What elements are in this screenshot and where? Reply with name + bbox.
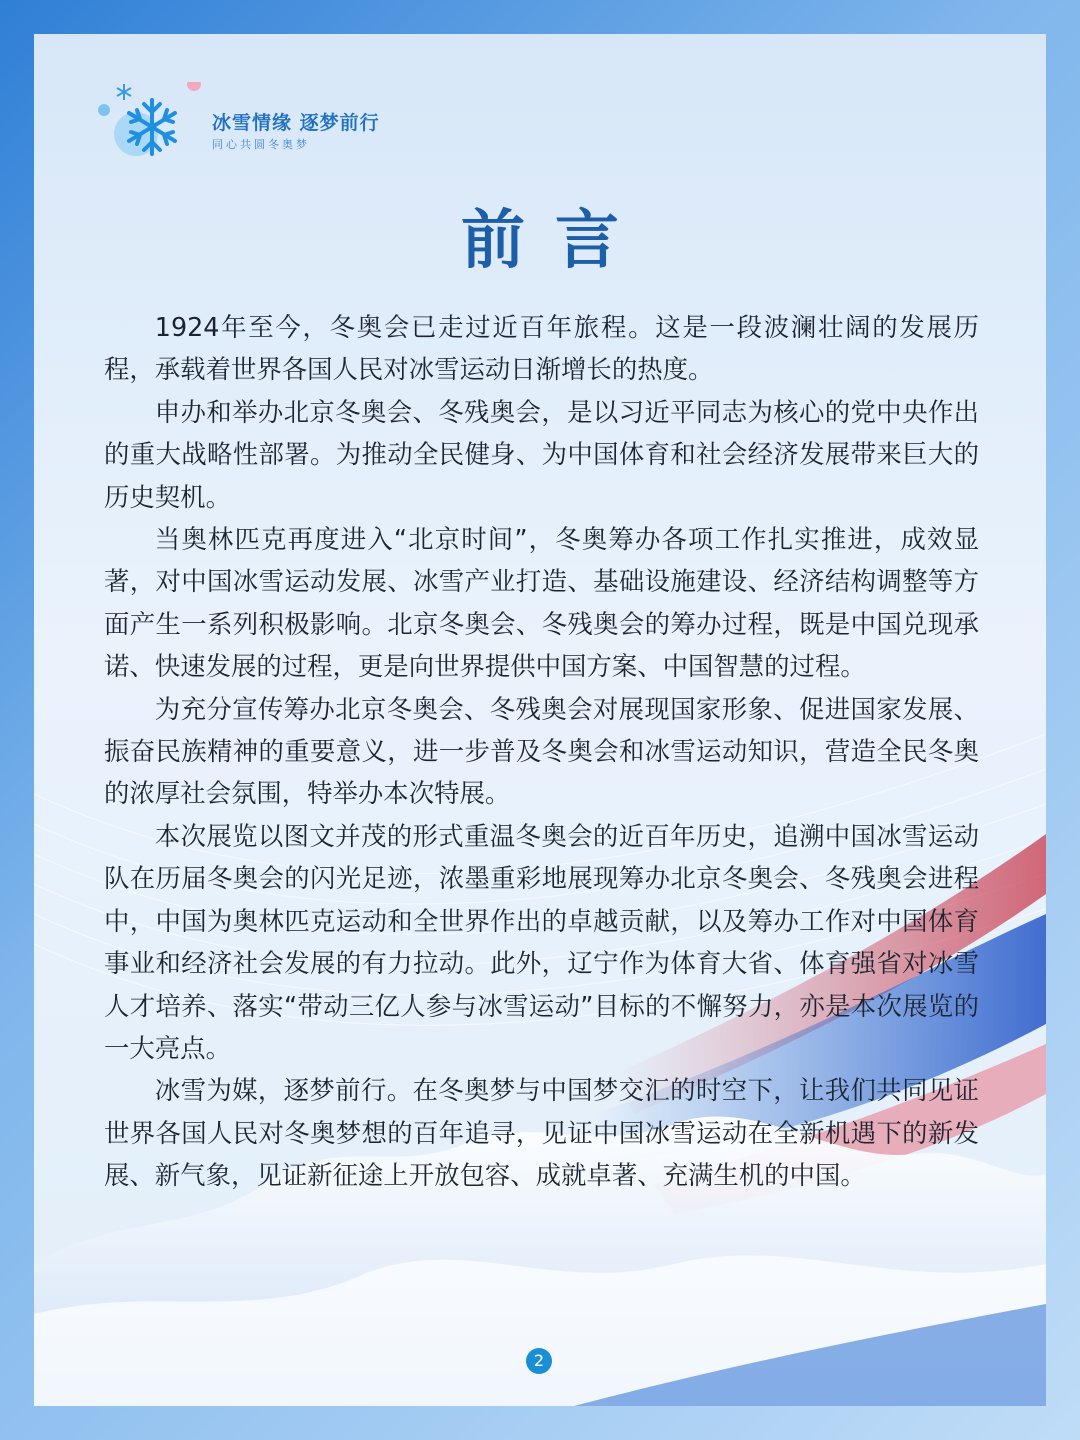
paragraph: 申办和举办北京冬奥会、冬残奥会，是以习近平同志为核心的党中央作出的重大战略性部署。为推动全民健身、为中国体育和社会经济发展带来巨大的历史契机。 bbox=[104, 396, 979, 512]
logo bbox=[94, 82, 414, 182]
paragraph: 冰雪为媒，逐梦前行。在冬奥梦与中国梦交汇的时空下，让我们共同见证世界各国人民对冬奥梦想的百年追寻，见证中国冰雪运动在全新机遇下的新发展、新气象，见证新征途上开放包容、成就卓著、充满生机的中国。 bbox=[104, 1075, 979, 1191]
poster-frame bbox=[34, 34, 1046, 1406]
page-number-badge: 2 bbox=[526, 1348, 552, 1374]
snowflake-icon bbox=[94, 82, 204, 182]
page-title: 前言 bbox=[461, 204, 649, 278]
logo-subtitle: 同心共圆冬奥梦 bbox=[212, 138, 310, 151]
paragraph: 当奥林匹克再度进入“北京时间”，冬奥筹办各项工作扎实推进，成效显著，对中国冰雪运动发展、冰雪产业打造、基础设施建设、经济结构调整等方面产生一系列积极影响。北京冬奥会、冬残奥会的筹办过程，既是中国兑现承诺、快速发展的过程，更是向世界提供中国方案、中国智慧的过程。 bbox=[104, 524, 979, 682]
paragraph: 1924年至今，冬奥会已走过近百年旅程。这是一段波澜壮阔的发展历程，承载着世界各国人民对冰雪运动日渐增长的热度。 bbox=[104, 312, 979, 385]
paragraph: 为充分宣传筹办北京冬奥会、冬残奥会对展现国家形象、促进国家发展、振奋民族精神的重要意义，进一步普及冬奥会和冰雪运动知识，营造全民冬奥的浓厚社会氛围，特举办本次特展。 bbox=[104, 693, 979, 809]
paragraph: 本次展览以图文并茂的形式重温冬奥会的近百年历史，追溯中国冰雪运动队在历届冬奥会的闪光足迹，浓墨重彩地展现筹办北京冬奥会、冬残奥会进程中，中国为奥林匹克运动和全世界作出的卓越贡献，以及筹办工作对中国体育事业和经济社会发展的有力拉动。此外，辽宁作为体育大省、体育强省对冰雪人才培养、落实“带动三亿人参与冰雪运动”目标的不懈努力，亦是本次展览的一大亮点。 bbox=[104, 820, 979, 1063]
logo-title: 冰雪情缘 逐梦前行 bbox=[212, 112, 380, 134]
preface-body bbox=[104, 306, 979, 1197]
